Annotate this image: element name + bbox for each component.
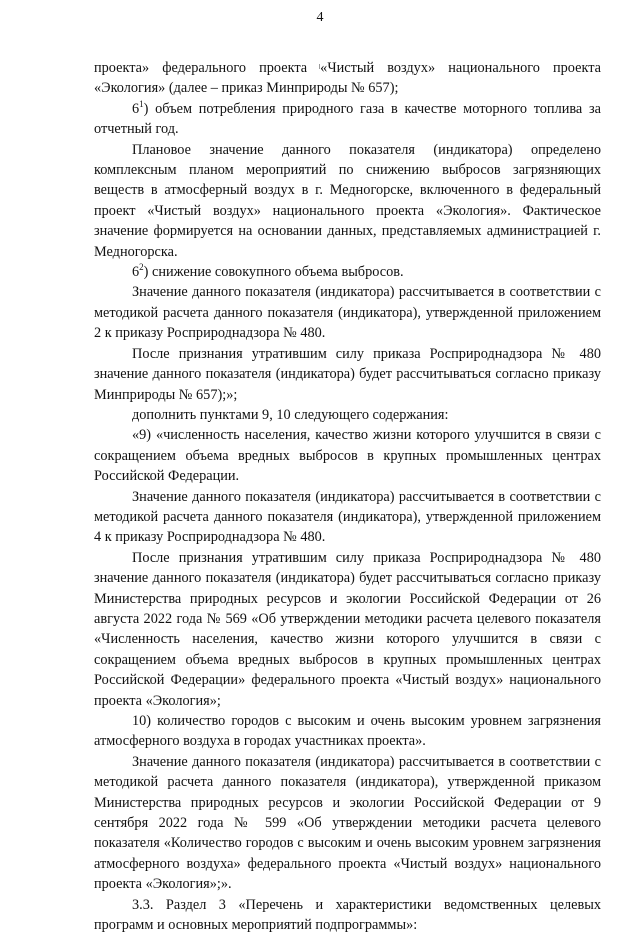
- paragraph: $6^1$) объем потребления природного газа в качестве моторного топлива за отчетный год.: [94, 99, 601, 138]
- paragraph: $6^2$) снижение совокупного объема выбросов.: [132, 262, 404, 281]
- paragraph: После признания утратившим силу приказа Росприроднадзора № 480 значение данного показателя (индикатора) будет рассчитываться согласно приказу Минприроды № 657);»;: [94, 345, 601, 403]
- paragraph: 10) количество городов с высоким и очень высоким уровнем загрязнения атмосферного воздуха в городах участниках проекта».: [94, 713, 601, 750]
- paragraph: 3.3. Раздел 3 «Перечень и характеристики ведомственных целевых программ и основных мероприятий подпрограммы»:: [94, 896, 601, 934]
- paragraph: Значение данного показателя (индикатора) рассчитывается в соответствии с методикой расчета данного показателя (индикатора), утвержденной приложением 4 к приказу Росприроднадзора № 480.: [94, 488, 601, 546]
- paragraph: «9) «численность населения, качество жизни которого улучшится в связи с сокращением объема вредных выбросов в крупных промышленных центрах Российской Федерации.: [94, 427, 601, 485]
- paragraph: проекта» федерального проекта «Чистый воздух» национального проекта «Экология» (далее – приказ Минприроды № 657);: [94, 60, 601, 97]
- paragraph: После признания утратившим силу приказа Росприроднадзора № 480 значение данного показателя (индикатора) будет рассчитываться согласно приказу Министерства природных ресурсов и экологии Российской Федерации от 26 августа 2022 года № 569 «Об утверждении методики расчета целевого показателя «Численность населения, качество жизни которого улучшится в связи с сокращением объема вредных выбросов в крупных промышленных центрах Российской Федерации» федерального проекта «Чистый воздух» национального проекта «Экология»;: [94, 549, 601, 709]
- paragraph: Значение данного показателя (индикатора) рассчитывается в соответствии с методикой расчета данного показателя (индикатора), утвержденной приказом Министерства природных ресурсов и экологии Российской Федерации от 9 сентября 2022 года № 599 «Об утверждении методики расчета целевого показателя «Количество городов с высоким и очень высоким уровнем загрязнения атмосферного воздуха» федерального проекта «Чистый воздух» национального проекта «Экология»;».: [94, 753, 601, 893]
- page-number: 4: [316, 10, 324, 25]
- paragraph: дополнить пунктами 9, 10 следующего содержания:: [132, 406, 449, 423]
- document-body: [94, 58, 601, 935]
- paragraph: Плановое значение данного показателя (индикатора) определено комплексным планом мероприятий по снижению выбросов загрязняющих веществ в атмосферный воздух в г. Медногорске, включенного в федеральный проект «Чистый воздух» национального проекта «Экология». Фактическое значение формируется на основании данных, представляемых администрацией г. Медногорска.: [94, 141, 601, 260]
- paragraph: Значение данного показателя (индикатора) рассчитывается в соответствии с методикой расчета данного показателя (индикатора), утвержденной приложением 2 к приказу Росприроднадзора № 480.: [94, 284, 601, 342]
